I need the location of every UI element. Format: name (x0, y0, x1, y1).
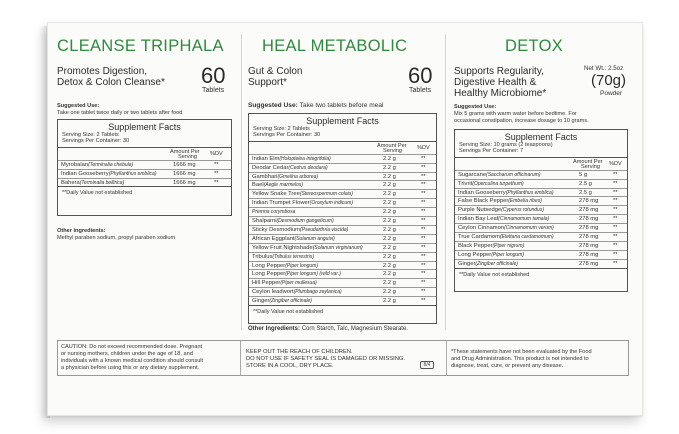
ingredient-name: True Cardamom (458, 234, 500, 241)
ingredient-latin: (Tribulus terrestris) (272, 253, 314, 260)
ingredient-name: Long Pepper (458, 251, 492, 258)
ingredient-amount: 2.5 g (579, 180, 592, 187)
ingredient-amount: 2.2 g (383, 289, 396, 296)
middle-dv-note: **Daily Value not established (249, 305, 436, 315)
ingredient-amount: 2.2 g (383, 173, 396, 180)
ingredient-name: Shalparni (252, 218, 277, 225)
right-sf-row (455, 170, 627, 179)
right-sf-header (455, 158, 627, 170)
middle-sf-row (249, 189, 436, 198)
ingredient-latin: (Cyperus rotundus) (501, 207, 544, 214)
title-cleanse-triphala: CLEANSE TRIPHALA (57, 37, 224, 55)
middle-sf-row (249, 154, 436, 163)
ingredient-amount: 2.2 g (383, 235, 396, 242)
ingredient-dv: ** (613, 180, 618, 187)
ingredient-amount: 2.2 g (383, 271, 396, 278)
ingredient-latin: (Cinnamomum tamala) (498, 216, 550, 223)
right-supplement-facts (454, 129, 628, 292)
caution-line-4: a physician before using this or any dietary supplement. (61, 365, 200, 371)
left-suggested-use: Take one tablet twice daily or two tablets after food (57, 110, 183, 116)
right-sf-row (455, 214, 627, 223)
ingredient-name: Tribulus (252, 253, 273, 260)
ingredient-dv: ** (421, 209, 426, 216)
ingredient-name: Trivrit (458, 180, 473, 187)
ingredient-latin: (Piper mullesua) (280, 280, 317, 287)
bottom-divider-left (240, 341, 241, 375)
middle-sf-row (249, 180, 436, 189)
fda-line-3: diagnose, treat, cure, or prevent any disease. (451, 363, 564, 369)
ingredient-amount: 2.2 g (383, 253, 396, 260)
ingredient-dv: ** (421, 253, 426, 260)
ingredient-amount: 2.2 g (383, 182, 396, 189)
middle-sf-row (249, 261, 436, 270)
middle-sf-row (249, 216, 436, 225)
storage-line-1: KEEP OUT THE REACH OF CHILDREN. (246, 349, 353, 355)
ingredient-latin: (Cedrus deodara) (288, 164, 328, 171)
ingredient-latin: (Piper longum) (285, 262, 318, 269)
ingredient-latin: (Operculina turpethum) (472, 180, 524, 187)
left-serving-size: Serving Size: 2 Tablets (62, 132, 119, 138)
ingredient-name: Ginger (252, 298, 270, 305)
ingredient-latin: (Aegle marmelos) (263, 182, 304, 189)
middle-col-serving: Serving (383, 147, 402, 154)
ingredient-name: Ceylon leadwort (252, 289, 294, 296)
ingredient-latin: (Solanum anguivi) (294, 235, 335, 242)
middle-sf-row (249, 278, 436, 287)
ingredient-latin: (Stereospermum colais) (299, 191, 353, 198)
ingredient-dv: ** (421, 155, 426, 162)
left-headline-1: Promotes Digestion, (57, 66, 148, 77)
ingredient-name: Sticky Desmodium (252, 226, 300, 233)
ingredient-dv: ** (214, 161, 219, 168)
right-suggested-use-label: Suggested Use: (454, 104, 497, 110)
left-sf-title: Supplement Facts (108, 122, 181, 132)
ingredient-amount: 278 mg (579, 207, 599, 214)
right-sf-row (455, 250, 627, 259)
ingredient-dv: ** (421, 244, 426, 251)
right-sf-row (455, 205, 627, 214)
middle-sf-row (249, 243, 436, 252)
right-headline-2: Digestive Health & (454, 77, 537, 88)
ingredient-latin: (Embelia ribes) (508, 198, 542, 205)
ingredient-amount: 278 mg (579, 251, 599, 258)
ingredient-name: Myrobalan (61, 161, 89, 168)
right-sf-row (455, 188, 627, 197)
ingredient-latin: (Saccharum officinarum) (486, 171, 541, 178)
right-sf-row (455, 241, 627, 250)
column-divider-left (241, 34, 242, 330)
ingredient-dv: ** (214, 179, 219, 186)
ingredient-amount: 1666 mg (173, 161, 196, 168)
right-col-dv: %DV (609, 160, 622, 167)
ingredient-latin: (Plumbago zeylanica) (293, 289, 342, 296)
left-supplement-facts (57, 119, 232, 216)
ingredient-name: Bahera (61, 179, 80, 186)
middle-sf-row (249, 172, 436, 181)
ingredient-amount: 278 mg (579, 260, 599, 267)
left-other-ingredients: Methyl paraben sodium, propyl paraben sodium (57, 235, 176, 241)
right-servings: Servings Per Container: 7 (459, 148, 524, 155)
ingredient-amount: 1666 mg (173, 170, 196, 177)
ingredient-name: Indian Gooseberry (61, 170, 109, 177)
middle-other-line (248, 326, 408, 333)
ingredient-amount: 2.2 g (383, 200, 396, 207)
middle-sf-row (249, 234, 436, 243)
ingredient-dv: ** (613, 260, 618, 267)
middle-suggested-use: Take two tablets before meal (299, 102, 384, 109)
ingredient-name: Yellow Snake Tree (252, 191, 300, 198)
ingredient-dv: ** (613, 207, 618, 214)
right-serving-size: Serving Size: 10 grams (2 teaspoons) (459, 142, 553, 148)
right-sf-rows (455, 170, 627, 268)
ingredient-latin: (Piper longum) (491, 251, 524, 258)
ingredient-dv: ** (613, 234, 618, 241)
right-weight: (70g) (591, 72, 627, 89)
ingredient-dv: ** (421, 298, 426, 305)
ingredient-name: Hill Pepper (252, 280, 281, 287)
title-detox: DETOX (505, 37, 564, 55)
ingredient-name: Sugarcane (458, 171, 487, 178)
bottom-divider-right (446, 341, 447, 375)
ingredient-amount: 2.2 g (383, 209, 396, 216)
middle-sf-header (249, 142, 436, 154)
ingredient-name: Purple Nutsedge (458, 207, 502, 214)
ingredient-name: Ginger (458, 260, 476, 267)
ingredient-amount: 278 mg (579, 242, 599, 249)
ingredient-dv: ** (421, 173, 426, 180)
ingredient-dv: ** (613, 171, 618, 178)
middle-servings: Servings Per Container: 30 (253, 132, 321, 139)
middle-suggested-use-line (248, 103, 384, 110)
ingredient-amount: 278 mg (579, 198, 599, 205)
ingredient-name: Yellow Fruit Nightshade (252, 244, 313, 251)
left-tablet-count: 60 (201, 63, 226, 88)
ingredient-name: African Eggplant (252, 235, 295, 242)
ingredient-name: Bael (252, 182, 264, 189)
ingredient-amount: 2.2 g (383, 226, 396, 233)
ingredient-name: Ceylon Cinnamon (458, 225, 505, 232)
storage-line-3: STORE IN A COOL, DRY PLACE. (246, 363, 334, 369)
ingredient-dv: ** (421, 226, 426, 233)
ingredient-dv: ** (613, 216, 618, 223)
middle-serving-size: Serving Size: 2 Tablets (253, 126, 310, 132)
right-col-serving: Serving (581, 163, 600, 170)
caution-line-3: individuals with a known medical condition should consult (61, 358, 204, 364)
ingredient-amount: 5 g (579, 171, 588, 178)
ingredient-dv: ** (421, 218, 426, 225)
ingredient-latin: (Phyllanthus emblica) (505, 189, 554, 196)
ingredient-dv: ** (421, 271, 426, 278)
ingredient-latin: (Desmodium gangeticum) (276, 218, 334, 225)
left-servings: Servings Per Container: 30 (62, 138, 130, 145)
ingredient-latin: (Piper longum) (wild var.) (285, 271, 341, 278)
middle-supplement-facts (248, 113, 437, 324)
right-net-wt: Net Wt.: 2.5oz (584, 65, 624, 72)
column-divider-right (445, 34, 446, 330)
ingredient-amount: 278 mg (579, 225, 599, 232)
middle-headline-1: Gut & Colon (248, 66, 303, 77)
middle-sf-row (249, 198, 436, 207)
ingredient-name: Long Pepper (252, 271, 286, 278)
ingredient-amount: 2.2 g (383, 244, 396, 251)
right-suggested-use-1: Mix 5 grams with warm water before bedtime. For (454, 111, 577, 117)
ingredient-amount: 2.2 g (383, 155, 396, 162)
ingredient-amount: 1666 mg (173, 179, 196, 186)
left-col-amount: Amount Per (170, 148, 200, 155)
ingredient-amount: 2.2 g (383, 298, 396, 305)
ingredient-latin: Premna corymbosa (252, 209, 296, 216)
ingredient-dv: ** (421, 262, 426, 269)
left-headline-2: Detox & Colon Cleanse* (57, 77, 165, 88)
ingredient-dv: ** (421, 289, 426, 296)
left-col-dv: %DV (210, 150, 223, 157)
middle-other-label: Other Ingredients: (248, 326, 301, 332)
ingredient-dv: ** (214, 170, 219, 177)
middle-sf-row (249, 252, 436, 261)
middle-sf-rows (249, 154, 436, 305)
recycle-icon: 8/4 (420, 361, 434, 369)
right-headline-3: Healthy Microbiome* (454, 88, 547, 99)
ingredient-latin: (Elettaria cardamomum) (500, 234, 554, 241)
ingredient-name: Deodar Cedar (252, 164, 289, 171)
ingredient-latin: (Terminalia chebula) (88, 161, 134, 168)
middle-suggested-use-label: Suggested Use: (248, 102, 298, 109)
fda-line-1: *These statements have not been evaluated by the Food (451, 349, 592, 355)
ingredient-dv: ** (421, 182, 426, 189)
ingredient-name: Indian Trumpet Flower (252, 200, 310, 207)
caution-line-2: or nursing mothers, children under the age of 18, and (61, 351, 193, 357)
left-suggested-use-label: Suggested Use: (57, 103, 100, 109)
ingredient-latin: (Cinnamomum verum) (504, 225, 554, 232)
middle-tablet-count: 60 (408, 63, 433, 88)
middle-sf-row (249, 207, 436, 216)
middle-col-dv: %DV (417, 144, 430, 151)
ingredient-amount: 278 mg (579, 234, 599, 241)
middle-sf-row (249, 225, 436, 234)
ingredient-latin: (Zingiber officinale) (269, 298, 312, 305)
left-sf-header (58, 148, 231, 160)
middle-sf-row (249, 269, 436, 278)
ingredient-amount: 2.2 g (383, 164, 396, 171)
left-col-serving: Serving (178, 153, 197, 160)
ingredient-amount: 2.2 g (383, 218, 396, 225)
ingredient-name: Indian Gooseberry (458, 189, 506, 196)
ingredient-dv: ** (613, 189, 618, 196)
middle-col-amount: Amount Per (377, 142, 407, 149)
ingredient-dv: ** (421, 191, 426, 198)
right-suggested-use-2: occasional constipation, increase dosage to 10 grams. (454, 118, 589, 124)
ingredient-dv: ** (421, 164, 426, 171)
left-other-label: Other ingredients: (57, 228, 106, 234)
ingredient-dv: ** (613, 198, 618, 205)
left-sf-row (58, 160, 231, 169)
storage-line-2: DO NOT USE IF SAFETY SEAL IS DAMAGED OR MISSING. (246, 356, 406, 362)
ingredient-latin: (Terminalia bellirica) (79, 179, 125, 186)
right-sf-row (455, 259, 627, 268)
caution-line-1: CAUTION: Do not exceed recommended dose. Pregnant (61, 344, 203, 350)
left-tablet-unit: Tablets (202, 87, 225, 94)
right-headline-1: Supports Regularity, (454, 66, 544, 77)
right-weight-unit: Powder (600, 90, 623, 97)
ingredient-latin: (Gmelina arborea) (277, 173, 319, 180)
right-sf-row (455, 196, 627, 205)
ingredient-amount: 2.5 g (579, 189, 592, 196)
ingredient-amount: 278 mg (579, 216, 599, 223)
ingredient-name: Indian Elm (252, 155, 280, 162)
right-sf-row (455, 223, 627, 232)
ingredient-name: Black Pepper (458, 242, 493, 249)
ingredient-dv: ** (613, 251, 618, 258)
right-sf-title: Supplement Facts (504, 132, 578, 142)
ingredient-name: Gambhari (252, 173, 278, 180)
right-dv-note: **Daily Value not established (455, 268, 627, 278)
ingredient-dv: ** (613, 225, 618, 232)
left-dv-note: **Daily Value not established (58, 186, 231, 196)
ingredient-dv: ** (421, 235, 426, 242)
title-heal-metabolic: HEAL METABOLIC (262, 37, 408, 55)
ingredient-amount: 2.2 g (383, 280, 396, 287)
middle-sf-row (249, 296, 436, 305)
right-col-amount: Amount Per (573, 158, 603, 165)
middle-other-ingredients: Corn Starch, Talc, Magnesium Stearate. (301, 326, 408, 332)
middle-headline-2: Support* (248, 77, 287, 88)
ingredient-dv: ** (421, 280, 426, 287)
left-sf-row (58, 178, 231, 187)
right-sf-row (455, 232, 627, 241)
ingredient-latin: (Oroxylum indicum) (309, 200, 354, 207)
middle-sf-row (249, 163, 436, 172)
ingredient-latin: (Piper nigrum) (492, 242, 525, 249)
ingredient-dv: ** (421, 200, 426, 207)
ingredient-latin: (Pseudarthria viscida) (300, 226, 349, 233)
middle-sf-title: Supplement Facts (306, 116, 379, 126)
fda-line-2: and Drug Administration. This product is not intended to (451, 356, 589, 362)
ingredient-latin: (Zingiber officinale) (475, 260, 518, 267)
middle-sf-row (249, 287, 436, 296)
middle-tablet-unit: Tablets (409, 87, 432, 94)
ingredient-latin: (Phyllanthus emblica) (108, 170, 157, 177)
ingredient-latin: (Holoptelea integrifolia) (279, 155, 331, 162)
ingredient-amount: 2.2 g (383, 191, 396, 198)
ingredient-dv: ** (613, 242, 618, 249)
ingredient-name: Long Pepper (252, 262, 286, 269)
ingredient-name: False Black Pepper (458, 198, 509, 205)
ingredient-name: Indian Bay Leaf (458, 216, 499, 223)
ingredient-amount: 2.2 g (383, 262, 396, 269)
ingredient-latin: (Solanum virginianum) (312, 244, 363, 251)
left-sf-row (58, 169, 231, 178)
right-sf-row (455, 179, 627, 188)
